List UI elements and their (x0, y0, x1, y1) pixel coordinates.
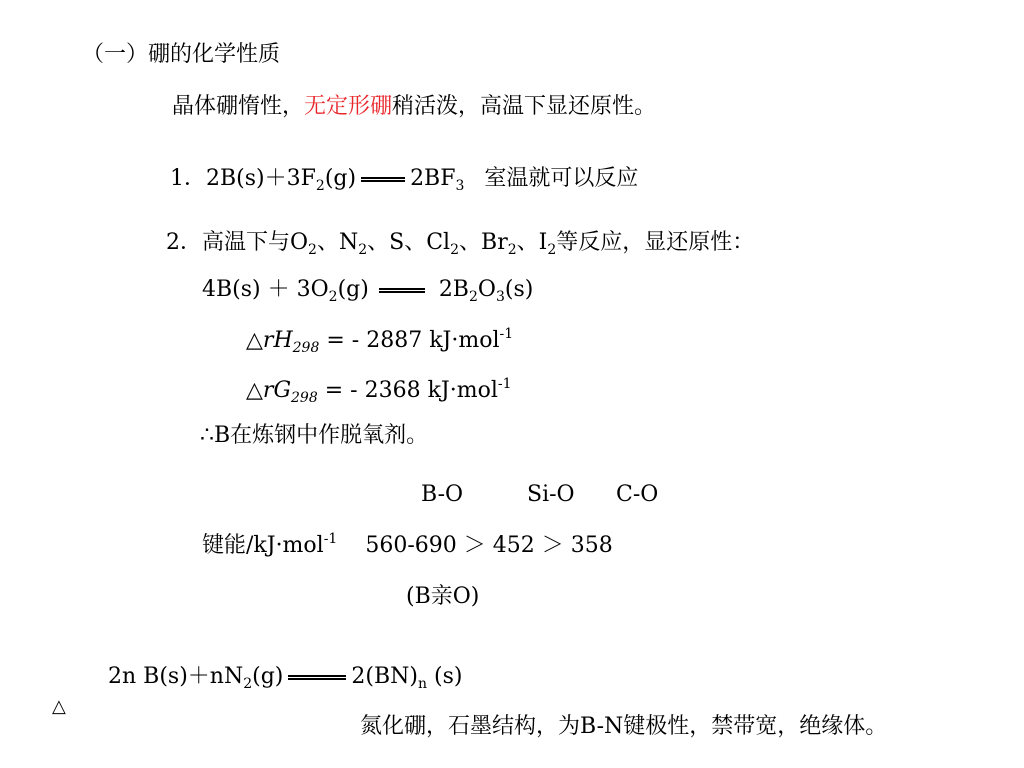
equals-sign (288, 675, 346, 680)
intro-text-a: 晶体硼惰性， (172, 94, 305, 119)
section-heading: （一）硼的化学性质 (82, 42, 281, 67)
intro-line (172, 92, 656, 122)
intro-text-b: 稍活泼，高温下显还原性。 (392, 94, 657, 119)
item1-product: 2BF (410, 166, 456, 191)
item1-reactants: 2B(s)＋3F (206, 166, 316, 191)
equals-sign (379, 288, 425, 293)
boron-nitride-note: 氮化硼，石墨结构，为B-N键极性，禁带宽，绝缘体。 (360, 714, 888, 739)
oxygen-equation: $4B(s) + 3O_2(g)$ $2B_2O_3(s)$ (202, 277, 534, 305)
bond-energy-row: 键能/kJ·mol$^{-1}$ 560-690 ＞ 452 ＞ 358 (202, 531, 613, 558)
delta-icon: △ (246, 328, 263, 353)
delta-icon: △ (246, 378, 263, 403)
gibbs-line: $\triangle rG_{298}$ = - 2368 kJ·mol$^{-1}$ (246, 376, 512, 406)
item1-reaction: 1．$2B(s)+3F_2(g)$ $2BF_3$ 室温就可以反应 (170, 166, 639, 194)
bond-energy-values: 560-690 ＞ 452 ＞ 358 (365, 533, 613, 558)
deoxidizer-line: ∴B在炼钢中作脱氧剂。 (200, 423, 429, 448)
bond-header-sio: Si-O (527, 482, 575, 507)
bond-header-bo: B-O (421, 482, 464, 507)
bond-energy-label: 键能/kJ·mol (202, 533, 324, 558)
nitrogen-equation: 2n $B(s)+nN_2(g)$ $2(BN)_n$ (s) (108, 664, 463, 692)
item1-number: 1． (170, 166, 206, 191)
item2-line: 2．高温下与$O_2$、$N_2$、S、$Cl_2$、$Br_2$、$I_2$等反应，显还原性： (166, 230, 755, 258)
equals-sign (361, 177, 405, 182)
item1-note: 室温就可以反应 (484, 166, 639, 191)
bond-header-co: C-O (616, 482, 659, 507)
enthalpy-line: $\triangle rH_{298}$ = - 2887 kJ·mol$^{-1}$ (246, 326, 514, 356)
b-oxygen-affinity-note: (B亲O) (406, 584, 480, 609)
triangle-icon: △ (52, 696, 66, 717)
item2-number: 2． (166, 230, 202, 255)
amorphous-boron-highlight: 无定形硼 (304, 94, 393, 119)
